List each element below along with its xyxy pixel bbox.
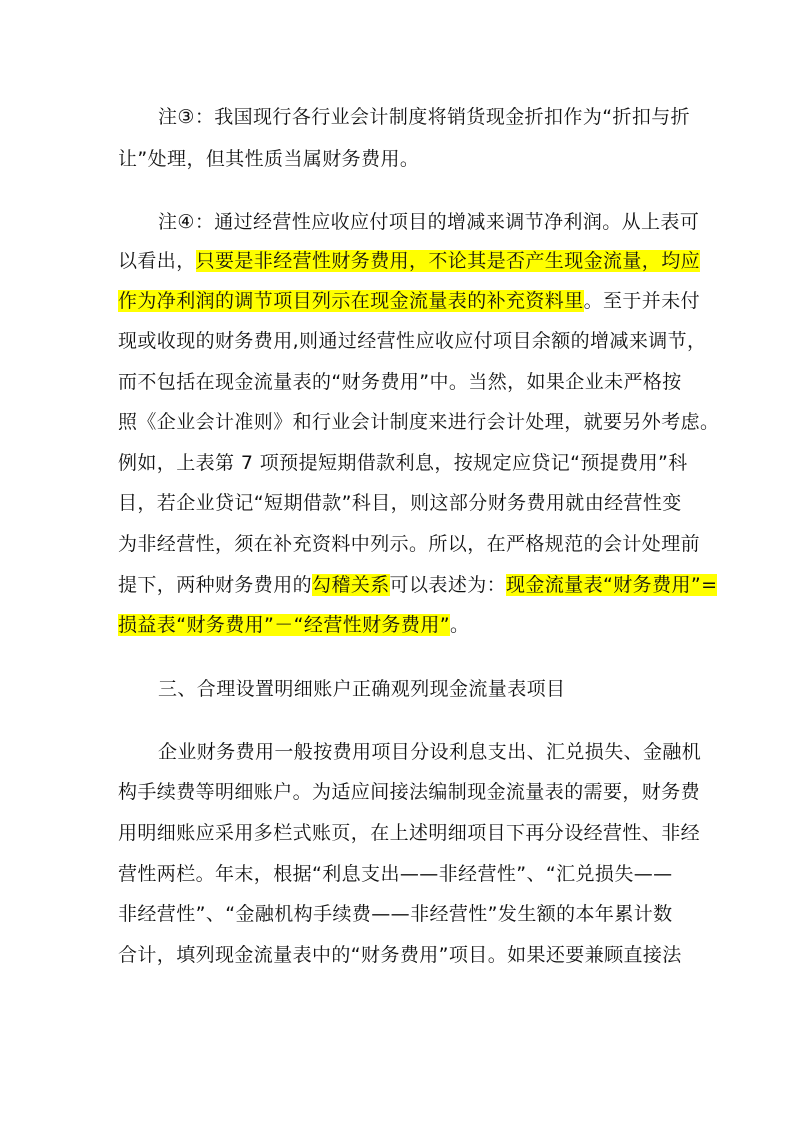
note4-line-11 xyxy=(118,611,469,639)
note4-line-11-text: 。 xyxy=(449,614,470,636)
para3-line-6: 合计，填列现金流量表中的“财务费用”项目。如果还要兼顾直接法 xyxy=(118,944,682,966)
note4-line-4: 现或收现的财务费用,则通过经营性应收应付项目余额的增减来调节， xyxy=(118,330,707,352)
note4-line-10-mid: 可以表述为： xyxy=(389,574,507,596)
section-heading: 三、合理设置明细账户正确观列现金流量表项目 xyxy=(158,678,566,700)
note4-line-10-text: 提下，两种财务费用的 xyxy=(118,574,313,596)
note4-line-10 xyxy=(118,571,717,599)
note4-line-2-text: 以看出， xyxy=(118,250,196,272)
para3-line-5: 非经营性”、“金融机构手续费——非经营性”发生额的本年累计数 xyxy=(118,903,673,925)
highlighted-text: 勾稽关系 xyxy=(312,574,390,596)
highlighted-text: 作为净利润的调节项目列示在现金流量表的补充资料里 xyxy=(118,290,584,312)
para3-line-2: 构手续费等明细账户。为适应间接法编制现金流量表的需要，财务费 xyxy=(118,781,701,803)
note4-line-6: 照《企业会计准则》和行业会计制度来进行会计处理，就要另外考虑。 xyxy=(118,411,720,433)
note4-line-5: 而不包括在现金流量表的“财务费用”中。当然，如果企业未严格按 xyxy=(118,371,682,393)
highlighted-text: 损益表“财务费用”－“经营性财务费用” xyxy=(118,614,450,636)
note4-line-2 xyxy=(118,247,700,275)
note3-line-1: 注③：我国现行各行业会计制度将销货现金折扣作为“折扣与折 xyxy=(158,106,691,128)
note4-line-7: 例如，上表第 7 项预提短期借款利息，按规定应贷记“预提费用”科 xyxy=(118,452,688,474)
note4-line-3 xyxy=(118,287,700,315)
para3-line-4: 营性两栏。年末，根据“利息支出——非经营性”、“汇兑损失—— xyxy=(118,863,673,885)
note4-line-3-text: 。至于并未付 xyxy=(583,290,701,312)
para3-line-1: 企业财务费用一般按费用项目分设利息支出、汇兑损失、金融机 xyxy=(158,741,702,763)
note4-line-9: 为非经营性，须在补充资料中列示。所以，在严格规范的会计处理前 xyxy=(118,533,701,555)
highlighted-text: 只要是非经营性财务费用，不论其是否产生现金流量，均应 xyxy=(195,250,701,272)
highlighted-text: 现金流量表“财务费用”= xyxy=(506,574,718,596)
para3-line-3: 用明细账应采用多栏式账页，在上述明细项目下再分设经营性、非经 xyxy=(118,822,701,844)
note4-line-8: 目，若企业贷记“短期借款”科目，则这部分财务费用就由经营性变 xyxy=(118,492,682,514)
note3-line-2: 让”处理，但其性质当属财务费用。 xyxy=(118,148,420,170)
note4-line-1: 注④：通过经营性应收应付项目的增减来调节净利润。从上表可 xyxy=(158,211,700,233)
